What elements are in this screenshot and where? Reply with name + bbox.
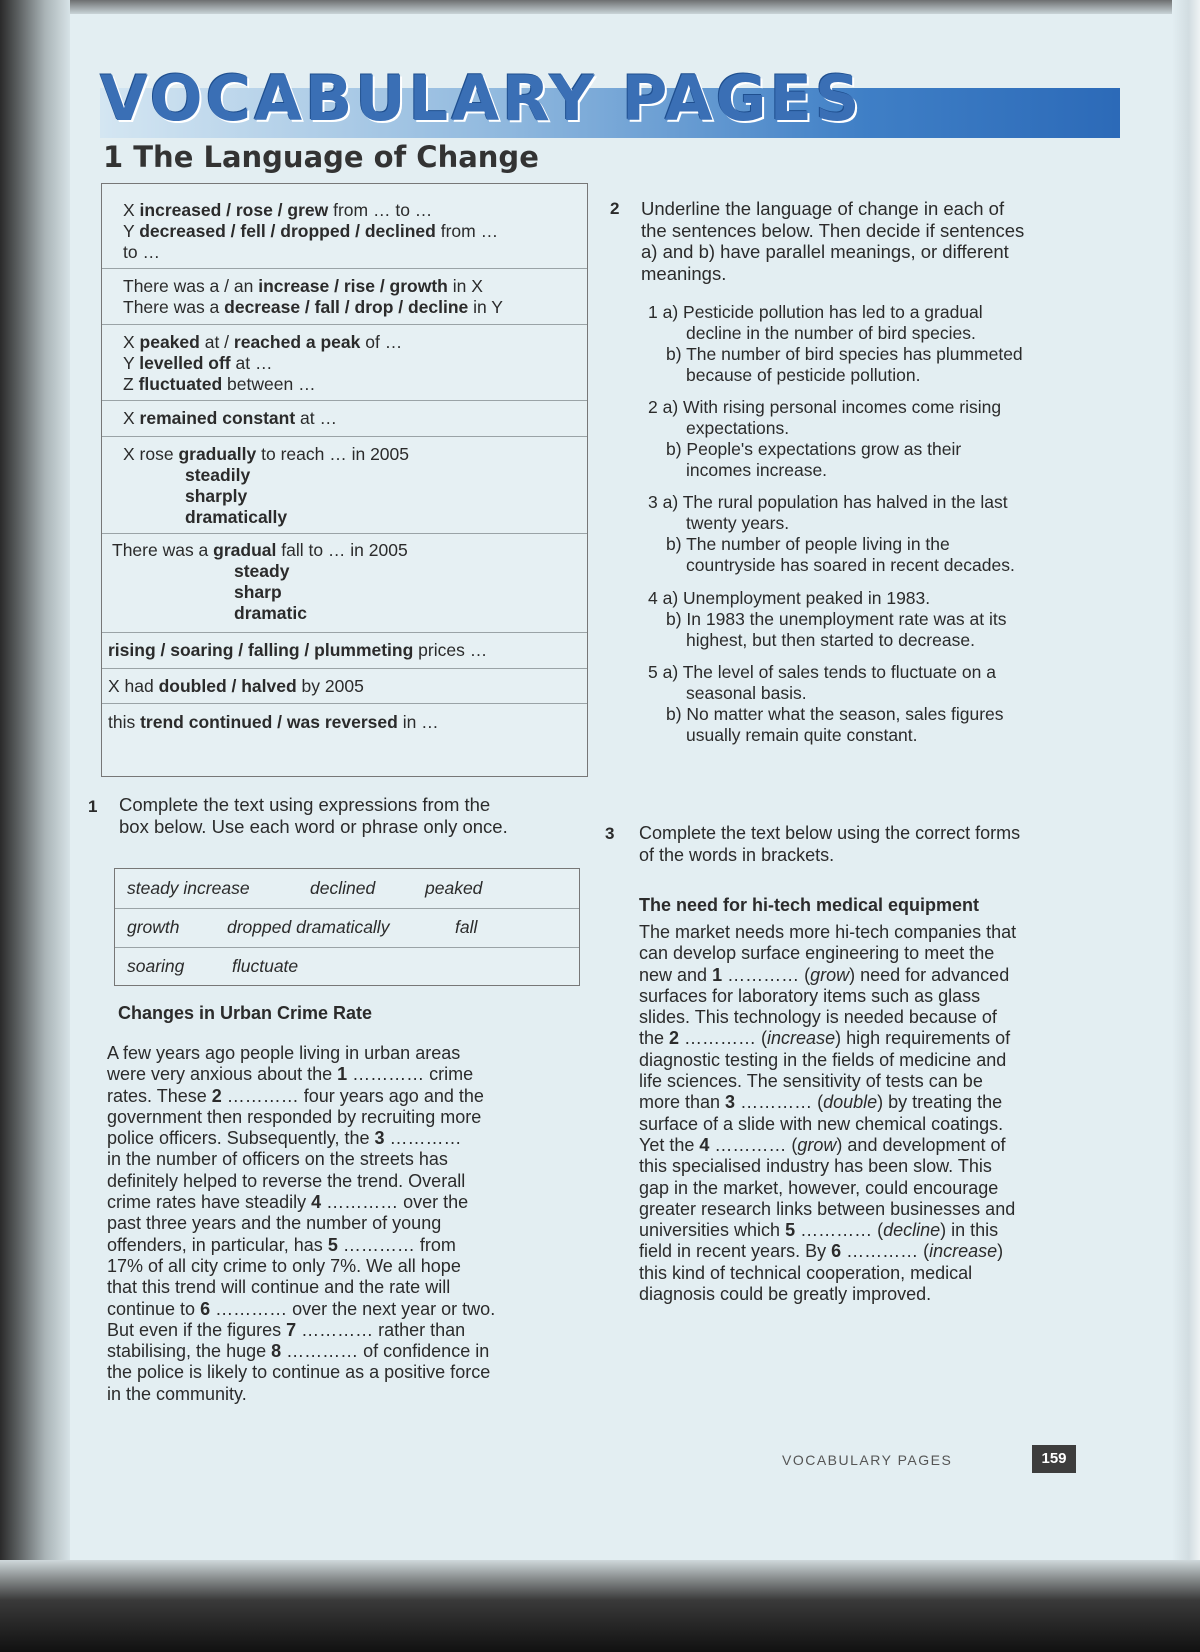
base-word: grow (810, 964, 850, 985)
phrase-group-peak (123, 332, 583, 395)
phrase-line: Y decreased / fell / dropped / declined from … (123, 221, 499, 241)
divider (102, 436, 587, 437)
word-option: steady increase (127, 878, 250, 898)
base-word: increase (929, 1241, 998, 1262)
word-box (114, 868, 580, 986)
phrase-line: X rose gradually to reach … in 2005 (123, 444, 409, 464)
text-line: in the number of officers on the streets has (107, 1149, 448, 1170)
phrase-group-increase-decrease (123, 200, 583, 263)
phrase-line: X peaked at / reached a peak of … (123, 332, 403, 352)
divider (102, 324, 587, 325)
text-line: slides. This technology is needed because of (639, 1007, 997, 1028)
page-top-edge (0, 0, 1200, 14)
text-line: police officers. Subsequently, the 3 ………… (107, 1128, 462, 1149)
text-line: that this trend will continue and the rate will (107, 1277, 451, 1298)
text-line: government then responded by recruiting more (107, 1106, 482, 1127)
word-option: fluctuate (232, 956, 299, 976)
gap-number: 1 (337, 1064, 348, 1085)
text-line: continue to 6 ………… over the next year or two. (107, 1298, 496, 1319)
phrase-group-adjectives (112, 540, 572, 624)
divider (102, 268, 587, 269)
text-line: past three years and the number of young (107, 1213, 442, 1234)
exercise-3-text (639, 922, 1119, 1305)
phrase-group-doubled (108, 676, 568, 697)
phrase-line: Y levelled off at … (123, 353, 273, 373)
divider (102, 703, 587, 704)
gap-number: 3 (725, 1092, 736, 1113)
footer-label: VOCABULARY PAGES (782, 1452, 953, 1468)
gap-number: 5 (785, 1220, 796, 1241)
text-line: A few years ago people living in urban areas (107, 1043, 461, 1063)
text-line: offenders, in particular, has 5 ………… from (107, 1234, 456, 1255)
base-word: double (823, 1092, 878, 1113)
adverb-option: dramatically (185, 507, 288, 527)
phrase-line: X remained constant at … (123, 408, 337, 428)
text-line: diagnostic testing in the fields of medicine and (639, 1049, 1007, 1070)
text-line: field in recent years. By 6 ………… (increase) (639, 1241, 1004, 1262)
adjective-option: dramatic (234, 603, 307, 623)
adjective-option: steady (234, 561, 290, 581)
exercise-3-instruction: Complete the text below using the correct forms of the words in brackets. (639, 823, 1021, 865)
adverb-option: steadily (185, 465, 251, 485)
gap-number: 6 (831, 1241, 842, 1262)
text-line: gap in the market, however, could encourage (639, 1177, 999, 1198)
text-line: can develop surface engineering to meet the (639, 943, 995, 964)
phrase-line: There was a decrease / fall / drop / decline in Y (123, 297, 503, 317)
divider (102, 400, 587, 401)
gap-number: 2 (669, 1028, 680, 1049)
exercise-1-number: 1 (88, 797, 98, 816)
book-bottom-shadow (0, 1560, 1200, 1652)
text-line: the 2 ………… (increase) high requirements of (639, 1028, 1011, 1049)
page-right-edge (1172, 0, 1200, 1580)
banner-title: VOCABULARY PAGES (100, 62, 863, 135)
word-option: dropped dramatically (227, 917, 390, 937)
gap-number: 1 (712, 964, 723, 985)
text-line: rates. These 2 ………… four years ago and the (107, 1085, 484, 1106)
word-option: fall (455, 917, 478, 937)
book-spine-shadow (0, 0, 70, 1652)
phrase-line: There was a gradual fall to … in 2005 (112, 540, 408, 560)
exercise-1-text-title: Changes in Urban Crime Rate (118, 1003, 373, 1023)
base-word: grow (797, 1134, 837, 1155)
gap-number: 4 (699, 1134, 710, 1155)
word-option: declined (310, 878, 376, 898)
word-box-row (115, 908, 579, 947)
exercise-2-item: 1 a) Pesticide pollution has led to a gradual decline in the number of bird species. b) The number of bird species has plummeted because of pesticide pollution. (648, 302, 1023, 385)
text-line: But even if the figures 7 ………… rather than (107, 1319, 466, 1340)
text-line: more than 3 ………… (double) by treating the (639, 1092, 1003, 1113)
word-box-row (115, 869, 579, 908)
exercise-2-item: 3 a) The rural population has halved in the last twenty years. b) The number of people living in the countryside has soared in recent decades. (648, 492, 1015, 575)
phrase-group-participles (108, 640, 568, 661)
phrase-box (101, 183, 588, 777)
exercise-2-item: 5 a) The level of sales tends to fluctuate on a seasonal basis. b) No matter what the season, sales figures usually remain quite constant. (648, 662, 1004, 745)
exercise-3-text-title: The need for hi-tech medical equipment (639, 895, 980, 915)
exercise-2-item: 2 a) With rising personal incomes come rising expectations. b) People's expectations grow as their incomes increase. (648, 397, 1002, 480)
phrase-line: this trend continued / was reversed in … (108, 712, 439, 732)
phrase-line: X increased / rose / grew from … to … (123, 200, 433, 220)
text-line: surface of a slide with new chemical coatings. (639, 1113, 1004, 1134)
gap-number: 2 (211, 1085, 222, 1106)
exercise-1-text (107, 1043, 577, 1405)
exercise-3-number: 3 (605, 824, 615, 843)
phrase-group-nouns (123, 276, 583, 318)
phrase-line: There was a / an increase / rise / growth in X (123, 276, 483, 296)
gap-number: 4 (311, 1192, 322, 1213)
phrase-line: X had doubled / halved by 2005 (108, 676, 364, 696)
exercise-2-item: 4 a) Unemployment peaked in 1983. b) In 1983 the unemployment rate was at its highest, but then started to decrease. (648, 588, 1007, 650)
text-line: The market needs more hi-tech companies that (639, 922, 1017, 942)
adjective-option: sharp (234, 582, 282, 602)
text-line: life sciences. The sensitivity of tests can be (639, 1071, 983, 1092)
phrase-group-constant (123, 408, 583, 429)
text-line: were very anxious about the 1 ………… crime (107, 1064, 474, 1085)
text-line: Yet the 4 ………… (grow) and development of (639, 1134, 1006, 1155)
word-option: peaked (425, 878, 483, 898)
exercise-1-instruction: Complete the text using expressions from the box below. Use each word or phrase only once. (119, 794, 508, 837)
text-line: surfaces for laboratory items such as glass (639, 985, 981, 1006)
gap-number: 3 (374, 1128, 385, 1149)
divider (102, 632, 587, 633)
page-number: 159 (1032, 1445, 1076, 1473)
text-line: stabilising, the huge 8 ………… of confidence in (107, 1341, 490, 1362)
phrase-group-adverbs (123, 444, 583, 528)
text-line: this specialised industry has been slow. This (639, 1156, 992, 1177)
text-line: 17% of all city crime to only 7%. We all hope (107, 1255, 461, 1276)
phrase-group-trend (108, 712, 568, 733)
base-word: increase (767, 1028, 836, 1049)
adverb-option: sharply (185, 486, 248, 506)
text-line: universities which 5 ………… (decline) in this (639, 1220, 999, 1241)
section-title: 1 The Language of Change (103, 140, 539, 174)
exercise-2-instruction: Underline the language of change in each of the sentences below. Then decide if sentences a) and b) have parallel meanings, or different meanings. (641, 198, 1025, 284)
text-line: in the community. (107, 1383, 247, 1404)
gap-number: 5 (327, 1234, 338, 1255)
word-option: growth (127, 917, 180, 937)
divider (102, 668, 587, 669)
word-option: soaring (127, 956, 185, 976)
phrase-line: to … (123, 242, 160, 262)
text-line: this kind of technical cooperation, medical (639, 1262, 973, 1283)
text-line: the police is likely to continue as a positive force (107, 1362, 491, 1383)
text-line: new and 1 ………… (grow) need for advanced (639, 964, 1010, 985)
gap-number: 6 (200, 1298, 211, 1319)
divider (102, 533, 587, 534)
word-box-row (115, 947, 579, 986)
text-line: crime rates have steadily 4 ………… over the (107, 1192, 469, 1213)
exercise-2-number: 2 (610, 199, 620, 218)
text-line: definitely helped to reverse the trend. Overall (107, 1170, 466, 1191)
gap-number: 7 (286, 1319, 297, 1340)
phrase-line: rising / soaring / falling / plummeting prices … (108, 640, 488, 660)
text-line: greater research links between businesses and (639, 1198, 1016, 1219)
base-word: decline (883, 1220, 941, 1241)
phrase-line: Z fluctuated between … (123, 374, 316, 394)
text-line: diagnosis could be greatly improved. (639, 1284, 932, 1305)
gap-number: 8 (271, 1341, 282, 1362)
